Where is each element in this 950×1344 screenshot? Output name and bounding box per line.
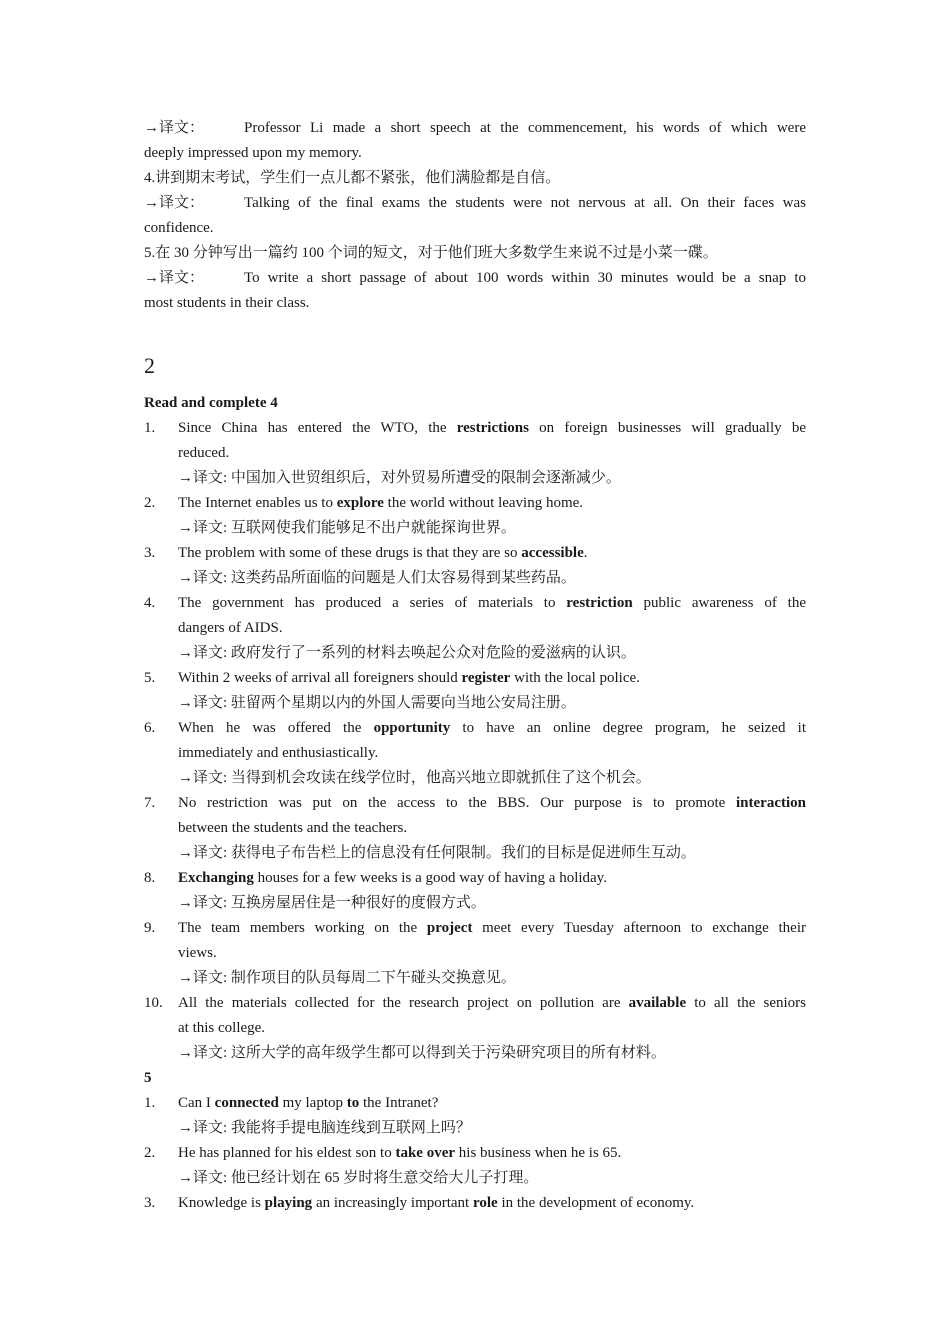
sentence-line: All the materials collected for the research project on pollution are available to all the seniors [178, 995, 806, 1011]
list-item [144, 541, 806, 591]
list-item [144, 666, 806, 716]
chinese-translation: →译文: 我能将手提电脑连线到互联网上吗？ [178, 1120, 471, 1136]
list-item [144, 416, 806, 491]
item-body [178, 491, 806, 541]
sentence-line: dangers of AIDS. [178, 620, 283, 636]
sentence-line: The Internet enables us to explore the world without leaving home. [178, 495, 584, 511]
item-body [178, 1091, 806, 1141]
sentence-line: Exchanging houses for a few weeks is a good way of having a holiday. [178, 870, 607, 886]
keyword: available [628, 995, 687, 1011]
keyword: take over [395, 1145, 456, 1161]
item-body [178, 791, 806, 866]
keyword: opportunity [373, 720, 451, 736]
item-number: 5. [144, 670, 156, 686]
item-number: 2. [144, 495, 156, 511]
exercise-list-5 [144, 1091, 806, 1216]
item-body [178, 716, 806, 791]
item-number: 7. [144, 795, 156, 811]
translation-row [144, 116, 806, 141]
item-number: 2. [144, 1145, 156, 1161]
list-item [144, 1141, 806, 1191]
translation-text: To write a short passage of about 100 words within 30 minutes would be a snap to [244, 270, 806, 286]
item-body [178, 916, 806, 991]
sentence-line: Knowledge is playing an increasingly important role in the development of economy. [178, 1195, 695, 1211]
sentence-line: No restriction was put on the access to the BBS. Our purpose is to promote interaction [178, 795, 806, 811]
sentence-line: He has planned for his eldest son to take over his business when he is 65. [178, 1145, 622, 1161]
item-body [178, 1191, 806, 1216]
section-number: 2 [144, 353, 155, 378]
item-body [178, 591, 806, 666]
chinese-translation: →译文: 这类药品所面临的问题是人们太容易得到某些药品。 [178, 570, 576, 586]
item-number: 1. [144, 1095, 156, 1111]
keyword: register [461, 670, 511, 686]
item-body [178, 866, 806, 916]
item-body [178, 541, 806, 591]
item-number: 3. [144, 1195, 156, 1211]
sentence-line: When he was offered the opportunity to have an online degree program, he seized it [178, 720, 806, 736]
keyword: playing [264, 1195, 313, 1211]
translation-row [144, 266, 806, 291]
chinese-translation: →译文: 当得到机会攻读在线学位时，他高兴地立即就抓住了这个机会。 [178, 770, 651, 786]
item-body [178, 991, 806, 1066]
sentence-line: views. [178, 945, 217, 961]
list-item [144, 991, 806, 1066]
keyword: to [346, 1095, 360, 1111]
item-number: 4. [144, 595, 156, 611]
chinese-translation: →译文: 互换房屋居住是一种很好的度假方式。 [178, 895, 486, 911]
chinese-translation: →译文: 他已经计划在 65 岁时将生意交给大儿子打理。 [178, 1170, 539, 1186]
chinese-translation: →译文: 制作项目的队员每周二下午碰头交换意见。 [178, 970, 516, 986]
sentence-line: The team members working on the project meet every Tuesday afternoon to exchange their [178, 920, 806, 936]
list-item [144, 791, 806, 866]
spacer [144, 316, 806, 341]
list-item [144, 1191, 806, 1216]
translation-text: Professor Li made a short speech at the commencement, his words of which were [244, 120, 806, 136]
list-item [144, 491, 806, 541]
item-number: 8. [144, 870, 156, 886]
list-item [144, 916, 806, 991]
list-item [144, 1091, 806, 1141]
chinese-translation: →译文: 驻留两个星期以内的外国人需要向当地公安局注册。 [178, 695, 576, 711]
keyword: role [472, 1195, 498, 1211]
list-item [144, 866, 806, 916]
translation-text-cont: most students in their class. [144, 295, 310, 311]
item-body [178, 666, 806, 716]
sentence-line: The problem with some of these drugs is that they are so accessible. [178, 545, 588, 561]
list-item [144, 716, 806, 791]
chinese-sentence: 4.讲到期末考试，学生们一点儿都不紧张，他们满脸都是自信。 [144, 170, 561, 186]
chinese-translation: →译文: 这所大学的高年级学生都可以得到关于污染研究项目的所有材料。 [178, 1045, 666, 1061]
keyword: explore [336, 495, 384, 511]
keyword: project [426, 920, 473, 936]
sentence-line: The government has produced a series of materials to restriction public awareness of the [178, 595, 806, 611]
translation-text-cont: confidence. [144, 220, 214, 236]
translation-text: Talking of the final exams the students were not nervous at all. On their faces was [244, 195, 806, 211]
keyword: connected [214, 1095, 279, 1111]
chinese-translation: →译文: 中国加入世贸组织后，对外贸易所遭受的限制会逐渐减少。 [178, 470, 621, 486]
sentence-line: between the students and the teachers. [178, 820, 408, 836]
item-number: 6. [144, 720, 156, 736]
sentence-line: immediately and enthusiastically. [178, 745, 379, 761]
translation-label: →译文： [144, 270, 205, 286]
chinese-translation: →译文: 互联网使我们能够足不出户就能探询世界。 [178, 520, 516, 536]
keyword: restrictions [456, 420, 529, 436]
translation-row [144, 191, 806, 216]
keyword: Exchanging [178, 870, 254, 886]
item-number: 1. [144, 420, 156, 436]
sentence-line: Within 2 weeks of arrival all foreigners should register with the local police. [178, 670, 640, 686]
sentence-line: reduced. [178, 445, 230, 461]
sentence-line: Can I connected my laptop to the Intranet? [178, 1095, 439, 1111]
document-page [144, 116, 806, 1216]
chinese-translation: →译文: 政府发行了一系列的材料去唤起公众对危险的爱滋病的认识。 [178, 645, 636, 661]
translation-label: →译文： [144, 120, 205, 136]
sentence-line: at this college. [178, 1020, 266, 1036]
item-body [178, 416, 806, 491]
chinese-sentence: 5.在 30 分钟写出一篇约 100 个词的短文，对于他们班大多数学生来说不过是小菜一碟。 [144, 245, 718, 261]
item-body [178, 1141, 806, 1191]
exercise-list-4 [144, 416, 806, 1066]
section-heading: 5 [144, 1070, 152, 1086]
section-heading: Read and complete 4 [144, 395, 278, 411]
keyword: accessible [521, 545, 584, 561]
chinese-translation: →译文: 获得电子布告栏上的信息没有任何限制。我们的目标是促进师生互动。 [178, 845, 696, 861]
translation-label: →译文： [144, 195, 205, 211]
keyword: restriction [566, 595, 633, 611]
sentence-line: Since China has entered the WTO, the restrictions on foreign businesses will gradually be [178, 420, 806, 436]
list-item [144, 591, 806, 666]
item-number: 9. [144, 920, 156, 936]
item-number: 10. [144, 995, 163, 1011]
item-number: 3. [144, 545, 156, 561]
keyword: interaction [736, 795, 806, 811]
translation-text-cont: deeply impressed upon my memory. [144, 145, 362, 161]
